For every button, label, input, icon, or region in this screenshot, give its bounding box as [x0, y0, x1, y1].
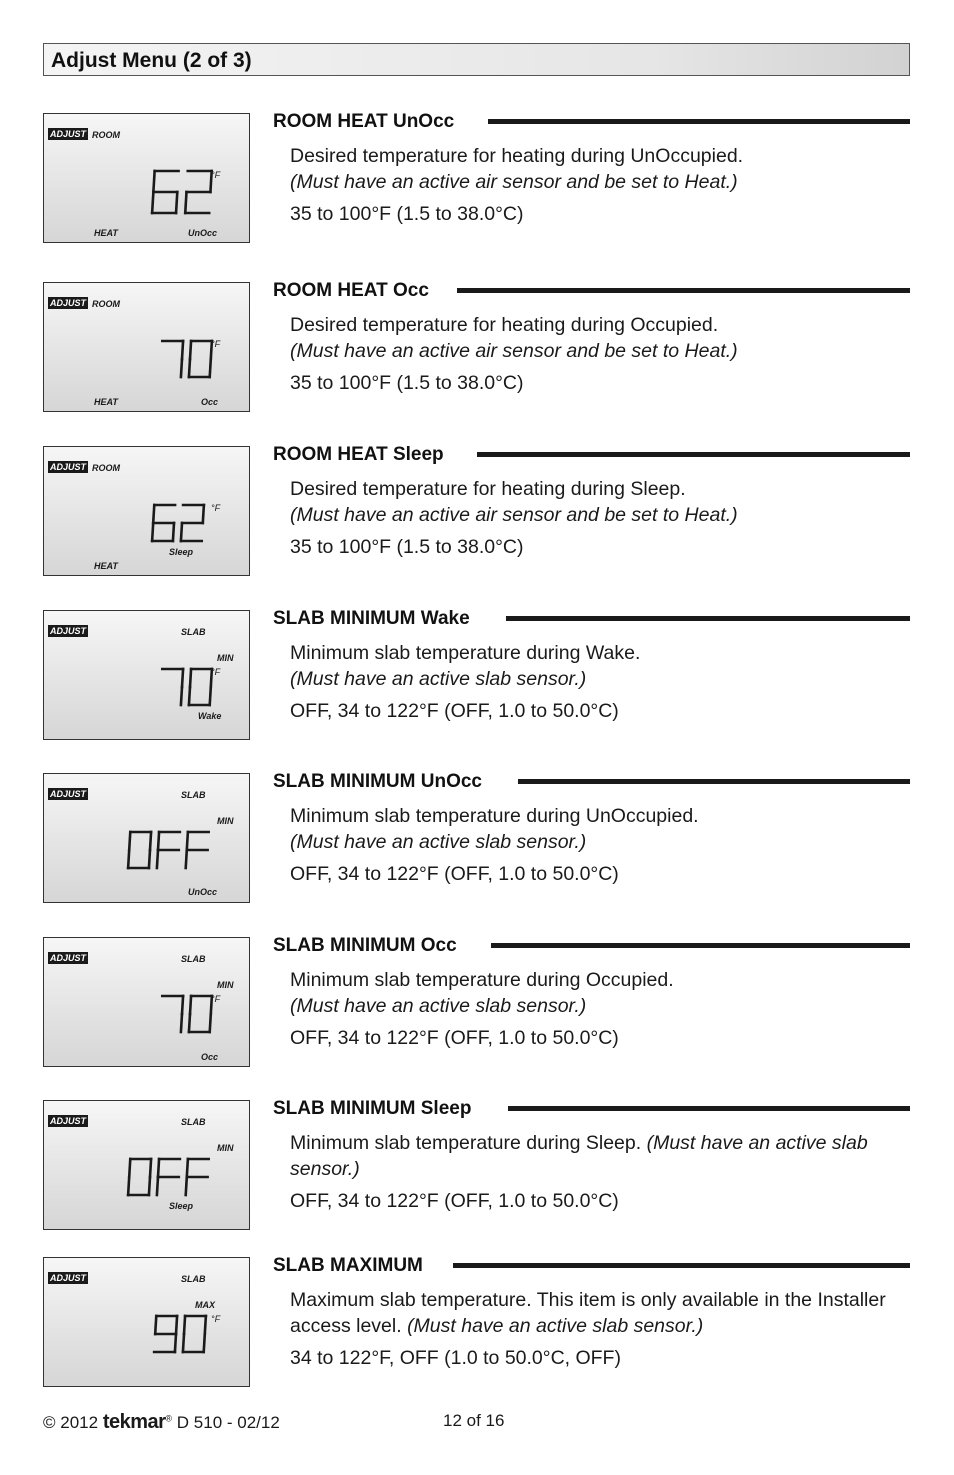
- value-range: 35 to 100°F (1.5 to 38.0°C): [290, 372, 524, 394]
- lcd-adjust-badge: ADJUST: [50, 1116, 87, 1126]
- lcd-bottom-left-label: HEAT: [94, 561, 118, 571]
- value-range: OFF, 34 to 122°F (OFF, 1.0 to 50.0°C): [290, 863, 619, 885]
- lcd-segment: [157, 1177, 158, 1195]
- lcd-segment: [158, 1159, 159, 1177]
- item-title: SLAB MINIMUM Occ: [273, 935, 457, 956]
- lcd-bottom-right-label: UnOcc: [188, 228, 218, 238]
- lcd-adjust-badge: ADJUST: [50, 462, 87, 472]
- lcd-degree-unit: °F: [211, 170, 221, 180]
- lcd-mode-label: MIN: [217, 1143, 234, 1153]
- lcd-adjust-badge: ADJUST: [50, 129, 87, 139]
- lcd-degree-unit: °F: [211, 1314, 221, 1324]
- description-text: Desired temperature for heating during UnOccupied.: [290, 145, 744, 167]
- lcd-digits: [160, 994, 214, 1034]
- lcd-digits: [160, 339, 214, 379]
- section-header: [43, 43, 910, 76]
- lcd-mode-label: MIN: [217, 980, 234, 990]
- lcd-segment: [189, 687, 190, 705]
- lcd-adjust-badge: ADJUST: [50, 1273, 87, 1283]
- lcd-segment: [182, 341, 183, 359]
- lcd-top-label: ROOM: [92, 299, 120, 309]
- lcd-adjust-badge: ADJUST: [50, 789, 87, 799]
- lcd-adjust-badge: ADJUST: [50, 953, 87, 963]
- lcd-segment: [176, 192, 177, 213]
- lcd-segment: [152, 523, 153, 541]
- lcd-display: [43, 773, 250, 903]
- lcd-segment: [182, 669, 183, 687]
- item-title: SLAB MINIMUM Wake: [273, 608, 470, 629]
- lcd-state-label: Sleep: [169, 1201, 194, 1211]
- lcd-display: [43, 282, 250, 412]
- lcd-segment: [175, 1334, 176, 1352]
- requirement-note: (Must have an active air sensor and be set to Heat.): [290, 504, 738, 526]
- section-title: Adjust Menu (2 of 3): [51, 49, 252, 72]
- item-description: [290, 1287, 900, 1339]
- item-title: ROOM HEAT Occ: [273, 280, 429, 301]
- item-title: SLAB MINIMUM Sleep: [273, 1098, 472, 1119]
- lcd-segment: [186, 850, 187, 868]
- lcd-segment: [190, 996, 191, 1014]
- lcd-segment: [187, 832, 188, 850]
- title-rule: [477, 452, 910, 457]
- lcd-display: [43, 610, 250, 740]
- lcd-digits: [152, 503, 212, 543]
- item-description: [290, 312, 900, 364]
- item-title: ROOM HEAT UnOcc: [273, 111, 455, 132]
- description-text: Maximum slab temperature. This item is only available in the Installer access level.: [290, 1289, 886, 1337]
- lcd-segment: [189, 359, 190, 377]
- value-range: OFF, 34 to 122°F (OFF, 1.0 to 50.0°C): [290, 1027, 619, 1049]
- title-rule: [508, 1106, 910, 1111]
- lcd-segment: [183, 1334, 184, 1352]
- lcd-adjust-badge: ADJUST: [50, 626, 87, 636]
- requirement-note: (Must have an active slab sensor.): [290, 668, 587, 690]
- lcd-top-label: SLAB: [181, 954, 206, 964]
- lcd-segment: [181, 687, 182, 705]
- copyright: © 2012: [43, 1413, 99, 1432]
- value-range: 34 to 122°F, OFF (1.0 to 50.0°C, OFF): [290, 1347, 621, 1369]
- requirement-note: (Must have an active slab sensor.): [290, 995, 587, 1017]
- lcd-mode-label: MIN: [217, 653, 234, 663]
- lcd-bottom-right-label: Occ: [201, 397, 219, 407]
- lcd-segment: [128, 850, 129, 868]
- lcd-segment: [190, 341, 191, 359]
- lcd-segment: [182, 996, 183, 1014]
- lcd-bottom-left-label: HEAT: [94, 397, 118, 407]
- registered-mark: ®: [165, 1413, 173, 1424]
- lcd-segment: [181, 523, 182, 541]
- lcd-segment: [153, 505, 154, 523]
- lcd-top-label: SLAB: [181, 1274, 206, 1284]
- lcd-segment: [184, 1316, 185, 1334]
- lcd-segment: [203, 505, 204, 523]
- description-text: Minimum slab temperature during Occupied.: [290, 969, 674, 991]
- lcd-degree-unit: °F: [211, 994, 221, 1004]
- lcd-segment: [157, 850, 158, 868]
- lcd-segment: [189, 1014, 190, 1032]
- lcd-display: [43, 1257, 250, 1387]
- lcd-digits: [128, 830, 210, 870]
- lcd-mode-label: MAX: [195, 1300, 215, 1310]
- lcd-bottom-right-label: Occ: [201, 1052, 219, 1062]
- lcd-segment: [190, 669, 191, 687]
- item-description: [290, 640, 900, 692]
- brand-logo: tekmar: [102, 1411, 166, 1433]
- lcd-segment: [129, 1159, 130, 1177]
- lcd-segment: [155, 1316, 156, 1334]
- lcd-segment: [181, 359, 182, 377]
- lcd-digits: [160, 667, 214, 707]
- lcd-segment: [176, 1316, 177, 1334]
- lcd-top-label: SLAB: [181, 627, 206, 637]
- page-number: 12 of 16: [443, 1411, 505, 1430]
- lcd-digits: [154, 1314, 210, 1354]
- value-range: OFF, 34 to 122°F (OFF, 1.0 to 50.0°C): [290, 700, 619, 722]
- requirement-note: (Must have an active slab sensor.): [290, 1132, 868, 1180]
- item-title: ROOM HEAT Sleep: [273, 444, 444, 465]
- requirement-note: (Must have an active slab sensor.): [407, 1315, 704, 1337]
- lcd-bottom-right-label: UnOcc: [188, 887, 218, 897]
- lcd-segment: [128, 1177, 129, 1195]
- value-range: OFF, 34 to 122°F (OFF, 1.0 to 50.0°C): [290, 1190, 619, 1212]
- lcd-display: [43, 1100, 250, 1230]
- document-code: D 510 - 02/12: [176, 1413, 280, 1432]
- title-rule: [491, 943, 910, 948]
- lcd-bottom-left-label: HEAT: [94, 228, 118, 238]
- lcd-adjust-badge: ADJUST: [50, 298, 87, 308]
- lcd-segment: [205, 1316, 206, 1334]
- lcd-display: [43, 113, 250, 243]
- requirement-note: (Must have an active slab sensor.): [290, 831, 587, 853]
- lcd-segment: [210, 359, 211, 377]
- requirement-note: (Must have an active air sensor and be set to Heat.): [290, 340, 738, 362]
- title-rule: [518, 779, 910, 784]
- lcd-degree-unit: °F: [211, 339, 221, 349]
- value-range: 35 to 100°F (1.5 to 38.0°C): [290, 536, 524, 558]
- item-description: [290, 1130, 900, 1182]
- item-description: [290, 476, 900, 528]
- lcd-segment: [129, 832, 130, 850]
- lcd-top-label: SLAB: [181, 790, 206, 800]
- lcd-segment: [173, 523, 174, 541]
- item-description: [290, 803, 900, 855]
- lcd-segment: [152, 192, 153, 213]
- title-rule: [506, 616, 910, 621]
- description-text: Minimum slab temperature during Sleep.: [290, 1132, 642, 1154]
- lcd-mode-label: MIN: [217, 816, 234, 826]
- lcd-bottom-right-label: Wake: [198, 711, 222, 721]
- description-text: Minimum slab temperature during UnOccupied.: [290, 805, 699, 827]
- lcd-top-label: ROOM: [92, 463, 120, 473]
- lcd-segment: [187, 1159, 188, 1177]
- lcd-degree-unit: °F: [211, 667, 221, 677]
- lcd-digits: [128, 1157, 210, 1197]
- lcd-segment: [204, 1334, 205, 1352]
- item-description: [290, 967, 900, 1019]
- item-description: [290, 143, 900, 195]
- requirement-note: (Must have an active air sensor and be set to Heat.): [290, 171, 738, 193]
- item-title: SLAB MINIMUM UnOcc: [273, 771, 482, 792]
- lcd-segment: [158, 832, 159, 850]
- description-text: Desired temperature for heating during Occupied.: [290, 314, 719, 336]
- title-rule: [457, 288, 910, 293]
- lcd-segment: [181, 1014, 182, 1032]
- item-title: SLAB MAXIMUM: [273, 1255, 423, 1276]
- lcd-segment: [150, 832, 151, 850]
- lcd-top-label: SLAB: [181, 1117, 206, 1127]
- lcd-segment: [185, 192, 186, 213]
- lcd-segment: [210, 1014, 211, 1032]
- lcd-top-label: ROOM: [92, 130, 120, 140]
- title-rule: [488, 119, 910, 124]
- lcd-display: [43, 937, 250, 1067]
- lcd-display: [43, 446, 250, 576]
- description-text: Desired temperature for heating during Sleep.: [290, 478, 686, 500]
- value-range: 35 to 100°F (1.5 to 38.0°C): [290, 203, 524, 225]
- lcd-state-label: Sleep: [169, 547, 194, 557]
- lcd-segment: [149, 850, 150, 868]
- lcd-segment: [153, 171, 154, 192]
- title-rule: [453, 1263, 910, 1268]
- lcd-degree-unit: °F: [211, 503, 221, 513]
- lcd-segment: [150, 1159, 151, 1177]
- lcd-segment: [186, 1177, 187, 1195]
- lcd-digits: [152, 169, 212, 215]
- lcd-segment: [210, 687, 211, 705]
- footer-left: [43, 1411, 280, 1434]
- description-text: Minimum slab temperature during Wake.: [290, 642, 641, 664]
- lcd-segment: [149, 1177, 150, 1195]
